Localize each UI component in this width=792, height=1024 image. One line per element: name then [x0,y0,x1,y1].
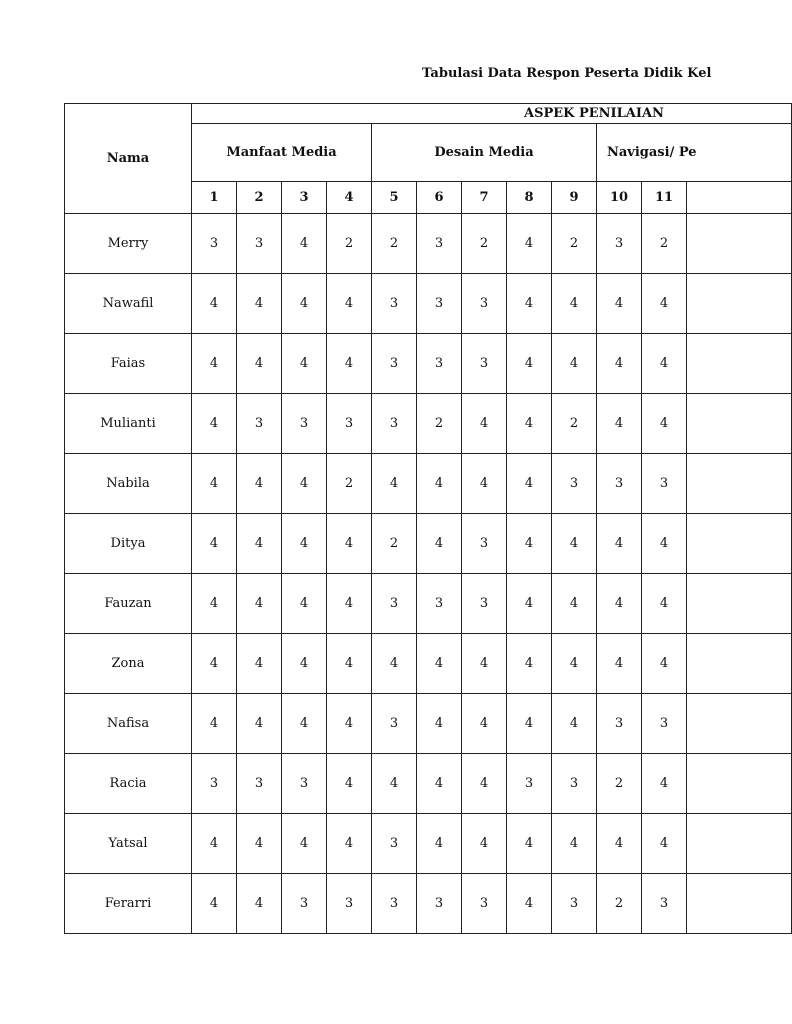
table-row [65,814,792,874]
student-name-cell: Mulianti [65,394,192,454]
name-column-header: Nama [65,104,192,214]
score-cell: 4 [507,214,552,274]
score-cell: 4 [642,274,687,334]
score-cell: 4 [597,574,642,634]
score-cell: 4 [282,634,327,694]
table-row [65,394,792,454]
item-number-header [687,182,792,214]
score-cell: 4 [192,334,237,394]
score-cell [687,574,792,634]
score-cell: 4 [192,634,237,694]
score-cell: 4 [327,814,372,874]
score-cell: 3 [597,454,642,514]
score-cell: 4 [237,334,282,394]
score-cell: 4 [192,274,237,334]
score-cell: 4 [552,274,597,334]
score-cell: 3 [237,214,282,274]
score-cell: 4 [282,214,327,274]
score-cell: 4 [327,274,372,334]
score-cell: 4 [597,274,642,334]
item-number-header: 7 [462,182,507,214]
score-cell: 2 [327,214,372,274]
item-number-header: 10 [597,182,642,214]
score-cell: 3 [372,334,417,394]
score-cell: 4 [507,454,552,514]
score-cell: 4 [417,754,462,814]
table-row [65,514,792,574]
score-cell: 2 [462,214,507,274]
score-cell: 4 [327,754,372,814]
score-cell: 4 [597,514,642,574]
score-cell: 4 [642,514,687,574]
table-row [65,634,792,694]
score-cell: 2 [372,214,417,274]
score-cell: 4 [597,394,642,454]
score-cell: 4 [417,694,462,754]
item-number-header: 8 [507,182,552,214]
score-cell: 4 [597,634,642,694]
score-cell [687,634,792,694]
score-cell: 4 [462,754,507,814]
score-cell: 4 [282,454,327,514]
aspect-header: ASPEK PENILAIAN [192,104,792,124]
score-cell: 3 [552,874,597,934]
score-cell: 4 [507,574,552,634]
score-cell: 3 [417,574,462,634]
student-name-cell: Ferarri [65,874,192,934]
score-cell: 2 [597,754,642,814]
score-cell [687,814,792,874]
score-cell: 4 [327,634,372,694]
table-row [65,754,792,814]
score-cell: 3 [417,334,462,394]
score-cell: 4 [282,814,327,874]
group-header: Manfaat Media [192,124,372,182]
score-cell: 4 [642,634,687,694]
table-row [65,334,792,394]
student-name-cell: Zona [65,634,192,694]
score-cell [687,214,792,274]
score-cell [687,334,792,394]
item-number-header: 6 [417,182,462,214]
table-row [65,874,792,934]
score-cell: 4 [552,634,597,694]
score-cell: 4 [552,334,597,394]
score-cell: 4 [327,334,372,394]
score-cell: 4 [552,694,597,754]
item-number-header: 3 [282,182,327,214]
score-cell: 4 [237,634,282,694]
score-cell: 4 [462,694,507,754]
table-row [65,574,792,634]
score-cell: 4 [552,514,597,574]
score-cell: 3 [552,454,597,514]
group-header: Desain Media [372,124,597,182]
table-row [65,694,792,754]
score-cell: 4 [462,634,507,694]
page-title: Tabulasi Data Respon Peserta Didik Kel [422,66,712,81]
score-cell: 4 [192,814,237,874]
score-cell: 4 [642,334,687,394]
score-cell: 4 [462,814,507,874]
score-cell: 3 [282,874,327,934]
score-cell: 3 [462,514,507,574]
score-cell [687,274,792,334]
score-cell: 3 [462,574,507,634]
student-name-cell: Racia [65,754,192,814]
score-cell: 2 [327,454,372,514]
score-cell: 4 [642,814,687,874]
score-cell: 4 [237,274,282,334]
response-table-container [64,103,697,939]
score-cell: 4 [282,274,327,334]
score-cell: 4 [507,874,552,934]
score-cell: 4 [192,394,237,454]
score-cell: 4 [282,514,327,574]
score-cell: 4 [372,754,417,814]
score-cell: 4 [372,454,417,514]
student-name-cell: Merry [65,214,192,274]
score-cell: 4 [237,454,282,514]
item-number-header: 1 [192,182,237,214]
table-row [65,214,792,274]
score-cell: 3 [372,874,417,934]
score-cell: 4 [462,394,507,454]
score-cell: 3 [237,394,282,454]
student-name-cell: Fauzan [65,574,192,634]
score-cell: 4 [507,694,552,754]
score-cell [687,394,792,454]
score-cell: 4 [642,754,687,814]
score-cell: 3 [192,754,237,814]
score-cell: 3 [372,394,417,454]
score-cell: 4 [192,454,237,514]
student-name-cell: Nabila [65,454,192,514]
score-cell: 4 [417,514,462,574]
item-number-header: 4 [327,182,372,214]
score-cell: 4 [507,514,552,574]
score-cell: 3 [642,694,687,754]
score-cell: 3 [462,334,507,394]
score-cell: 4 [237,874,282,934]
score-cell: 2 [372,514,417,574]
score-cell: 3 [597,694,642,754]
score-cell: 2 [552,214,597,274]
score-cell: 3 [372,574,417,634]
score-cell: 4 [552,574,597,634]
score-cell: 3 [327,394,372,454]
score-cell: 4 [462,454,507,514]
score-cell: 4 [597,814,642,874]
score-cell: 3 [282,394,327,454]
score-cell: 4 [327,574,372,634]
score-cell: 4 [417,814,462,874]
score-cell: 4 [507,814,552,874]
score-cell: 4 [237,694,282,754]
item-number-header: 11 [642,182,687,214]
table-row [65,274,792,334]
score-cell: 3 [327,874,372,934]
score-cell: 4 [372,634,417,694]
score-cell: 4 [507,394,552,454]
score-cell: 4 [552,814,597,874]
score-cell [687,754,792,814]
score-cell: 3 [462,874,507,934]
item-number-header: 5 [372,182,417,214]
score-cell: 3 [417,214,462,274]
score-cell: 3 [372,814,417,874]
score-cell: 3 [507,754,552,814]
score-cell: 4 [642,394,687,454]
score-cell: 4 [327,514,372,574]
score-cell: 4 [237,814,282,874]
score-cell: 3 [462,274,507,334]
score-cell: 4 [192,574,237,634]
score-cell: 4 [192,694,237,754]
score-cell: 4 [282,334,327,394]
score-cell: 3 [192,214,237,274]
score-cell [687,514,792,574]
score-cell: 2 [417,394,462,454]
response-table [64,103,792,934]
score-cell: 4 [192,514,237,574]
score-cell: 4 [192,874,237,934]
score-cell: 4 [417,634,462,694]
score-cell: 3 [372,274,417,334]
score-cell: 3 [372,694,417,754]
score-cell: 4 [507,334,552,394]
student-name-cell: Nafisa [65,694,192,754]
score-cell [687,874,792,934]
score-cell [687,454,792,514]
score-cell: 4 [327,694,372,754]
score-cell: 4 [597,334,642,394]
score-cell: 4 [282,574,327,634]
score-cell: 3 [552,754,597,814]
score-cell: 4 [282,694,327,754]
table-body [65,214,792,934]
score-cell: 2 [552,394,597,454]
score-cell [687,694,792,754]
item-number-header: 2 [237,182,282,214]
student-name-cell: Nawafil [65,274,192,334]
score-cell: 3 [417,874,462,934]
student-name-cell: Yatsal [65,814,192,874]
score-cell: 2 [642,214,687,274]
score-cell: 4 [507,634,552,694]
score-cell: 3 [237,754,282,814]
item-number-header: 9 [552,182,597,214]
score-cell: 3 [642,454,687,514]
student-name-cell: Ditya [65,514,192,574]
score-cell: 2 [597,874,642,934]
score-cell: 4 [237,514,282,574]
table-row [65,454,792,514]
score-cell: 3 [417,274,462,334]
student-name-cell: Faias [65,334,192,394]
score-cell: 3 [282,754,327,814]
score-cell: 4 [642,574,687,634]
score-cell: 4 [507,274,552,334]
group-header: Navigasi/ Pe [597,124,792,182]
score-cell: 3 [597,214,642,274]
score-cell: 4 [417,454,462,514]
score-cell: 3 [642,874,687,934]
score-cell: 4 [237,574,282,634]
